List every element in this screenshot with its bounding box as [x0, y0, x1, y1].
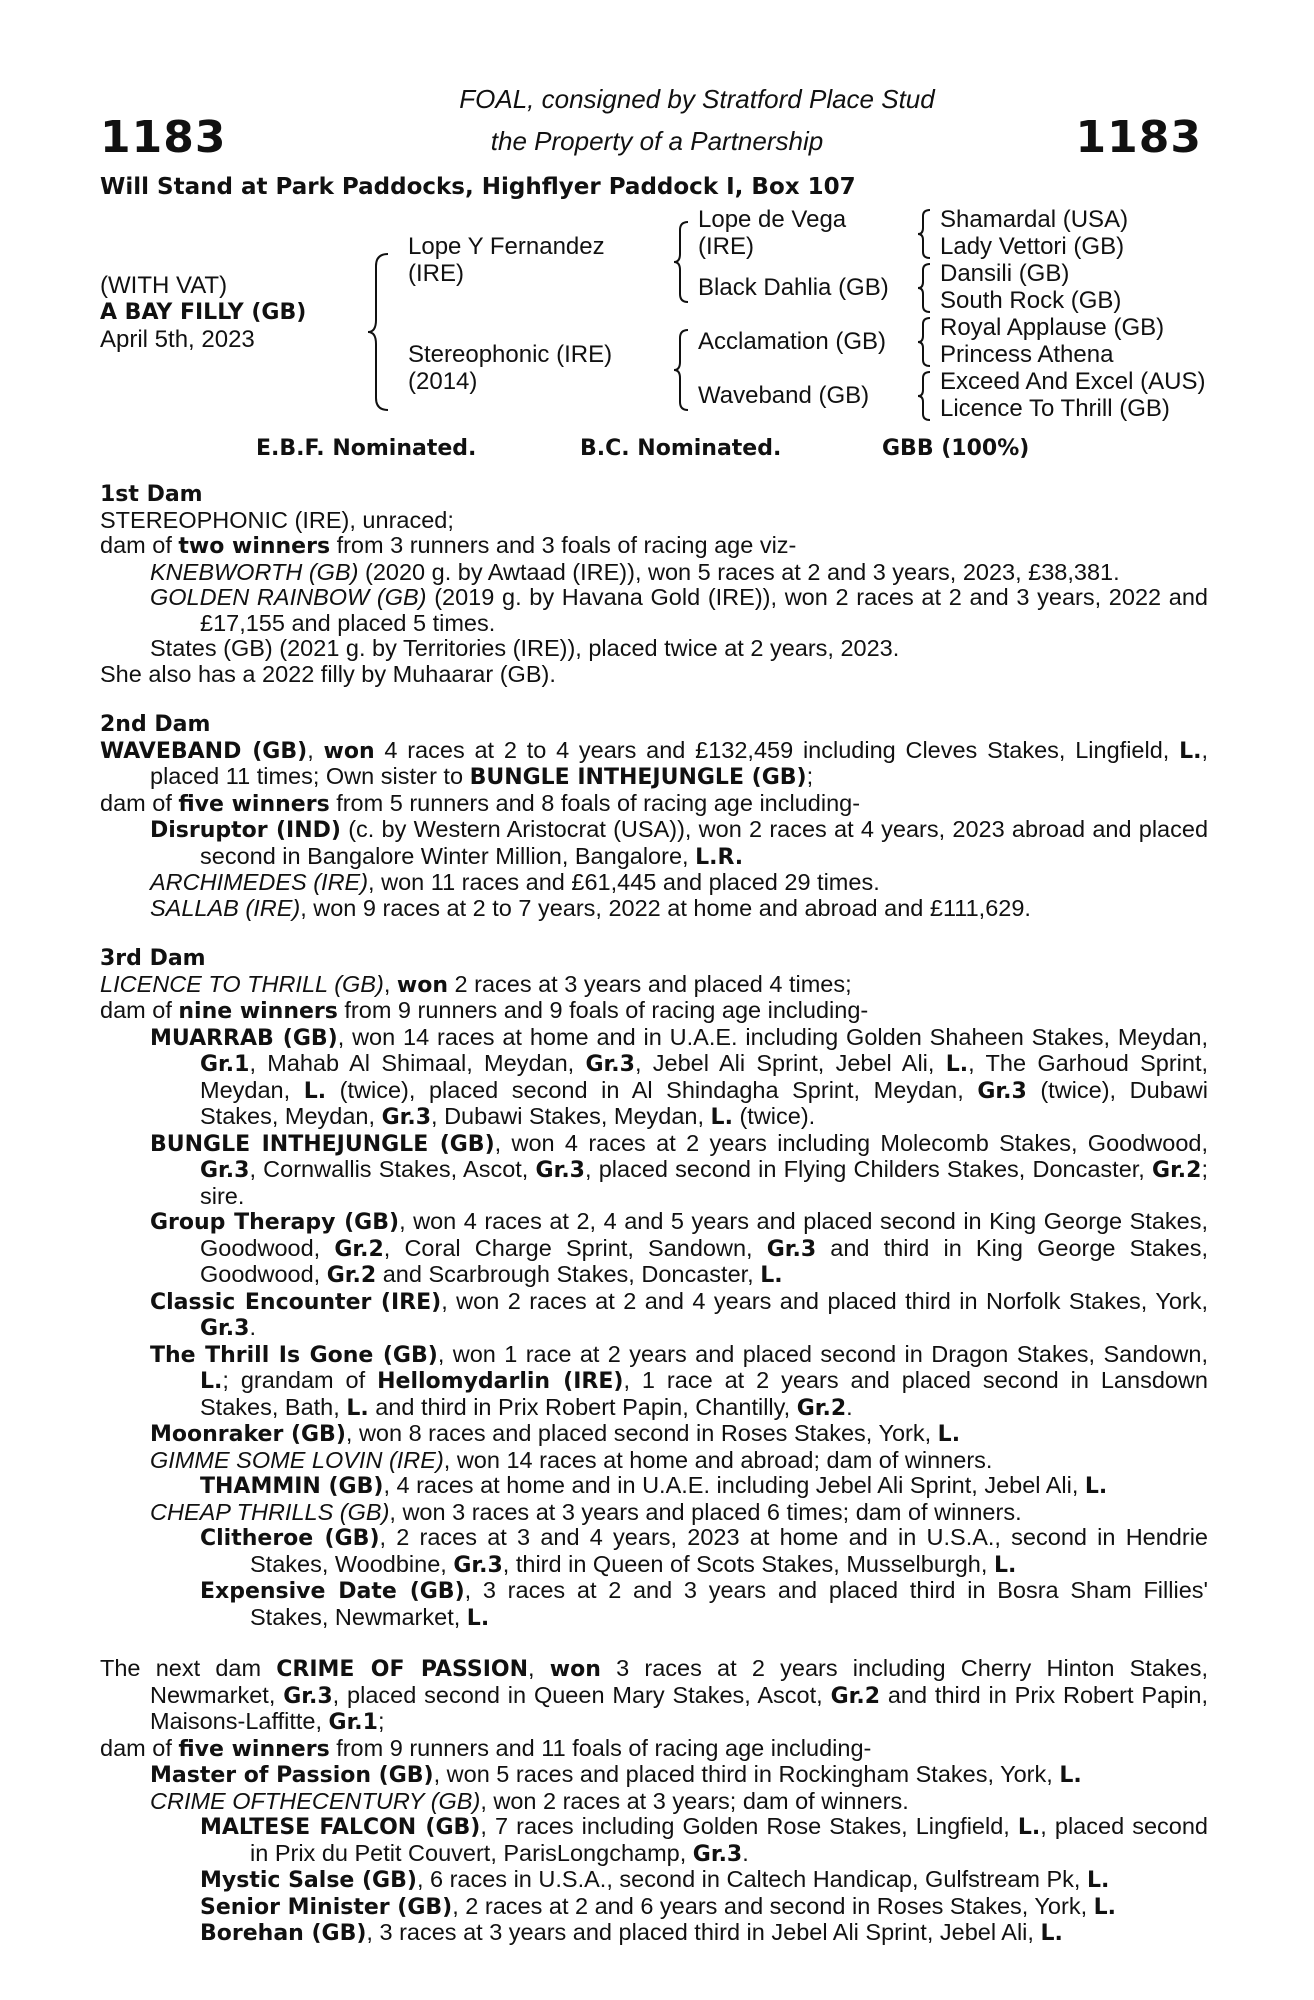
third-dam-sub-entry: Clitheroe (GB), 2 races at 3 and 4 years, 2023 at home and in U.S.A., second in Hendrie Stakes, Woodbine, Gr.3, third in Queen of Scots Stakes, Musselburgh, L. — [200, 1524, 1208, 1578]
third-dam-entry: BUNGLE INTHEJUNGLE (GB), won 4 races at 2 years including Molecomb Stakes, Goodwood, Gr.3, Cornwallis Stakes, Ascot, Gr.3, placed second in Flying Childers Stakes, Doncaster, Gr.2; sire. — [150, 1129, 1208, 1209]
second-dam-entry: Disruptor (IND) (c. by Western Aristocrat (USA)), won 2 races at 4 years, 2023 abroad and placed second in Bangalore Winter Million, Bangalore, L.R. — [150, 816, 1209, 870]
sire-name: Lope Y Fernandez — [408, 233, 605, 260]
sire-sire-country: (IRE) — [698, 233, 754, 260]
dam-name: Stereophonic (IRE) — [408, 341, 613, 368]
sire-sire-name: Lope de Vega — [698, 206, 847, 233]
gbb-percentage: GBB (100%) — [882, 436, 1030, 461]
property-line: the Property of a Partnership — [490, 126, 824, 156]
first-dam-summary: dam of two winners from 3 runners and 3 foals of racing age viz- — [100, 532, 797, 559]
next-dam-entry: CRIME OFTHECENTURY (GB), won 2 races at 3 years; dam of winners. — [150, 1787, 909, 1814]
spacer — [100, 687, 1208, 712]
ancestor-7: Exceed And Excel (AUS) — [940, 368, 1206, 395]
ancestor-4: South Rock (GB) — [940, 287, 1122, 314]
lot-number-left: 1183 — [100, 112, 227, 163]
next-dam-line: The next dam CRIME OF PASSION, won 3 races at 2 years including Cherry Hinton Stakes, Newmarket, Gr.3, placed second in Queen Mary Stakes, Ascot, Gr.2 and third in Prix Robert Papin, Maisons-Laffitte, Gr.1; — [100, 1655, 1209, 1735]
third-dam-sub-entry: THAMMIN (GB), 4 races at home and in U.A.E. including Jebel Ali Sprint, Jebel Ali, L. — [200, 1472, 1108, 1499]
lot-number-right: 1183 — [1075, 112, 1202, 163]
second-dam-summary: dam of five winners from 5 runners and 8 foals of racing age including- — [100, 789, 861, 817]
third-dam-entry: CHEAP THRILLS (GB), won 3 races at 3 years and placed 6 times; dam of winners. — [150, 1498, 1022, 1525]
third-dam-line: LICENCE TO THRILL (GB), won 2 races at 3 years and placed 4 times; — [100, 970, 852, 998]
first-dam-line: STEREOPHONIC (IRE), unraced; — [100, 506, 454, 533]
first-dam-entry: GOLDEN RAINBOW (GB) (2019 g. by Havana Gold (IRE)), won 2 races at 2 and 3 years, 2022 and £17,155 and placed 5 times. — [150, 584, 1208, 636]
ancestor-6: Princess Athena — [940, 341, 1114, 368]
dam-year: (2014) — [408, 368, 478, 395]
third-dam-entry: Group Therapy (GB), won 4 races at 2, 4 and 5 years and placed second in King George Stakes, Goodwood, Gr.2, Coral Charge Sprint, Sandown, Gr.3 and third in King George Stakes, Goodwood, Gr.2 and Scarbrough Stakes, Doncaster, L. — [150, 1208, 1208, 1288]
third-dam-entry: Moonraker (GB), won 8 races and placed second in Roses Stakes, York, L. — [150, 1420, 961, 1447]
foaling-date: April 5th, 2023 — [100, 326, 255, 353]
pedigree-brace-g4 — [916, 370, 934, 422]
ancestor-1: Shamardal (USA) — [940, 206, 1129, 233]
first-dam-entry: States (GB) (2021 g. by Territories (IRE)), placed twice at 2 years, 2023. — [150, 635, 900, 661]
second-dam-heading: 2nd Dam — [100, 712, 211, 737]
third-dam-entry: GIMME SOME LOVIN (IRE), won 14 races at home and abroad; dam of winners. — [150, 1446, 993, 1473]
consignor-line: FOAL, consigned by Stratford Place Stud — [459, 84, 935, 114]
third-dam-heading: 3rd Dam — [100, 946, 206, 971]
ancestor-5: Royal Applause (GB) — [940, 314, 1165, 341]
third-dam-summary: dam of nine winners from 9 runners and 9 foals of racing age including- — [100, 997, 869, 1024]
next-dam-sub-entry: Mystic Salse (GB), 6 races in U.S.A., second in Caltech Handicap, Gulfstream Pk, L. — [200, 1866, 1110, 1893]
ancestor-8: Licence To Thrill (GB) — [940, 395, 1170, 422]
first-dam-entry: KNEBWORTH (GB) (2020 g. by Awtaad (IRE)), won 5 races at 2 and 3 years, 2023, £38,381. — [150, 558, 1120, 585]
stand-location: Will Stand at Park Paddocks, Highflyer Paddock I, Box 107 — [100, 174, 856, 200]
next-dam-sub-entry: Borehan (GB), 3 races at 3 years and placed third in Jebel Ali Sprint, Jebel Ali, L. — [200, 1919, 1063, 1946]
next-dam-sub-entry: MALTESE FALCON (GB), 7 races including Golden Rose Stakes, Lingfield, L., placed second in Prix du Petit Couvert, ParisLongchamp, Gr.3. — [200, 1813, 1208, 1867]
spacer — [100, 1631, 1208, 1656]
pedigree-brace-g1 — [916, 208, 934, 260]
ebf-nomination: E.B.F. Nominated. — [256, 436, 477, 461]
dam-sire: Acclamation (GB) — [698, 328, 887, 355]
second-dam-entry: ARCHIMEDES (IRE), won 11 races and £61,445 and placed 29 times. — [150, 869, 880, 895]
bc-nomination: B.C. Nominated. — [580, 436, 782, 461]
second-dam-entry: SALLAB (IRE), won 9 races at 2 to 7 years, 2022 at home and abroad and £111,629. — [150, 894, 1031, 921]
third-dam-entry: The Thrill Is Gone (GB), won 1 race at 2 years and placed second in Dragon Stakes, Sandown, L.; grandam of Hellomydarlin (IRE), 1 race at 2 years and placed second in Lansdown Stakes, Bath, L. and third in Prix Robert Papin, Chantilly, Gr.2. — [150, 1340, 1209, 1421]
sire-country: (IRE) — [408, 260, 464, 287]
next-dam-summary: dam of five winners from 9 runners and 11 foals of racing age including- — [100, 1734, 872, 1762]
first-dam-note: She also has a 2022 filly by Muhaarar (GB). — [100, 660, 556, 687]
horse-name: A BAY FILLY (GB) — [100, 300, 307, 325]
sire-dam: Black Dahlia (GB) — [698, 274, 889, 301]
spacer — [100, 921, 1208, 946]
pedigree-brace-g3 — [916, 316, 934, 368]
pedigree-brace-dam — [672, 328, 692, 412]
third-dam-entry: MUARRAB (GB), won 14 races at home and in U.A.E. including Golden Shaheen Stakes, Meydan, Gr.1, Mahab Al Shimaal, Meydan, Gr.3, Jebel Ali Sprint, Jebel Ali, L., The Garhoud Sprint, Meydan, L. (twice), placed second in Al Shindagha Sprint, Meydan, Gr.3 (twice), Dubawi Stakes, Meydan, Gr.3, Dubawi Stakes, Meydan, L. (twice). — [150, 1023, 1208, 1130]
second-dam-line: WAVEBAND (GB), won 4 races at 2 to 4 years and £132,459 including Cleves Stakes, Lingfield, L., placed 11 times; Own sister to BUNGLE INTHEJUNGLE (GB); — [100, 736, 1209, 790]
produce-record — [100, 482, 1208, 1947]
pedigree-brace-main — [366, 252, 394, 412]
next-dam-sub-entry: Senior Minister (GB), 2 races at 2 and 6 years and second in Roses Stakes, York, L. — [200, 1892, 1117, 1920]
third-dam-sub-entry: Expensive Date (GB), 3 races at 2 and 3 years and placed third in Bosra Sham Fillies' Stakes, Newmarket, L. — [200, 1577, 1209, 1631]
third-dam-entry: Classic Encounter (IRE), won 2 races at 2 and 4 years and placed third in Norfolk Stakes, York, Gr.3. — [150, 1287, 1209, 1341]
vat-note: (WITH VAT) — [100, 272, 228, 299]
pedigree-brace-sire — [672, 220, 692, 304]
ancestor-2: Lady Vettori (GB) — [940, 233, 1125, 260]
ancestor-3: Dansili (GB) — [940, 260, 1070, 287]
dam-dam: Waveband (GB) — [698, 382, 870, 409]
next-dam-entry: Master of Passion (GB), won 5 races and placed third in Rockingham Stakes, York, L. — [150, 1761, 1082, 1788]
first-dam-heading: 1st Dam — [100, 482, 203, 507]
pedigree-brace-g2 — [916, 262, 934, 314]
